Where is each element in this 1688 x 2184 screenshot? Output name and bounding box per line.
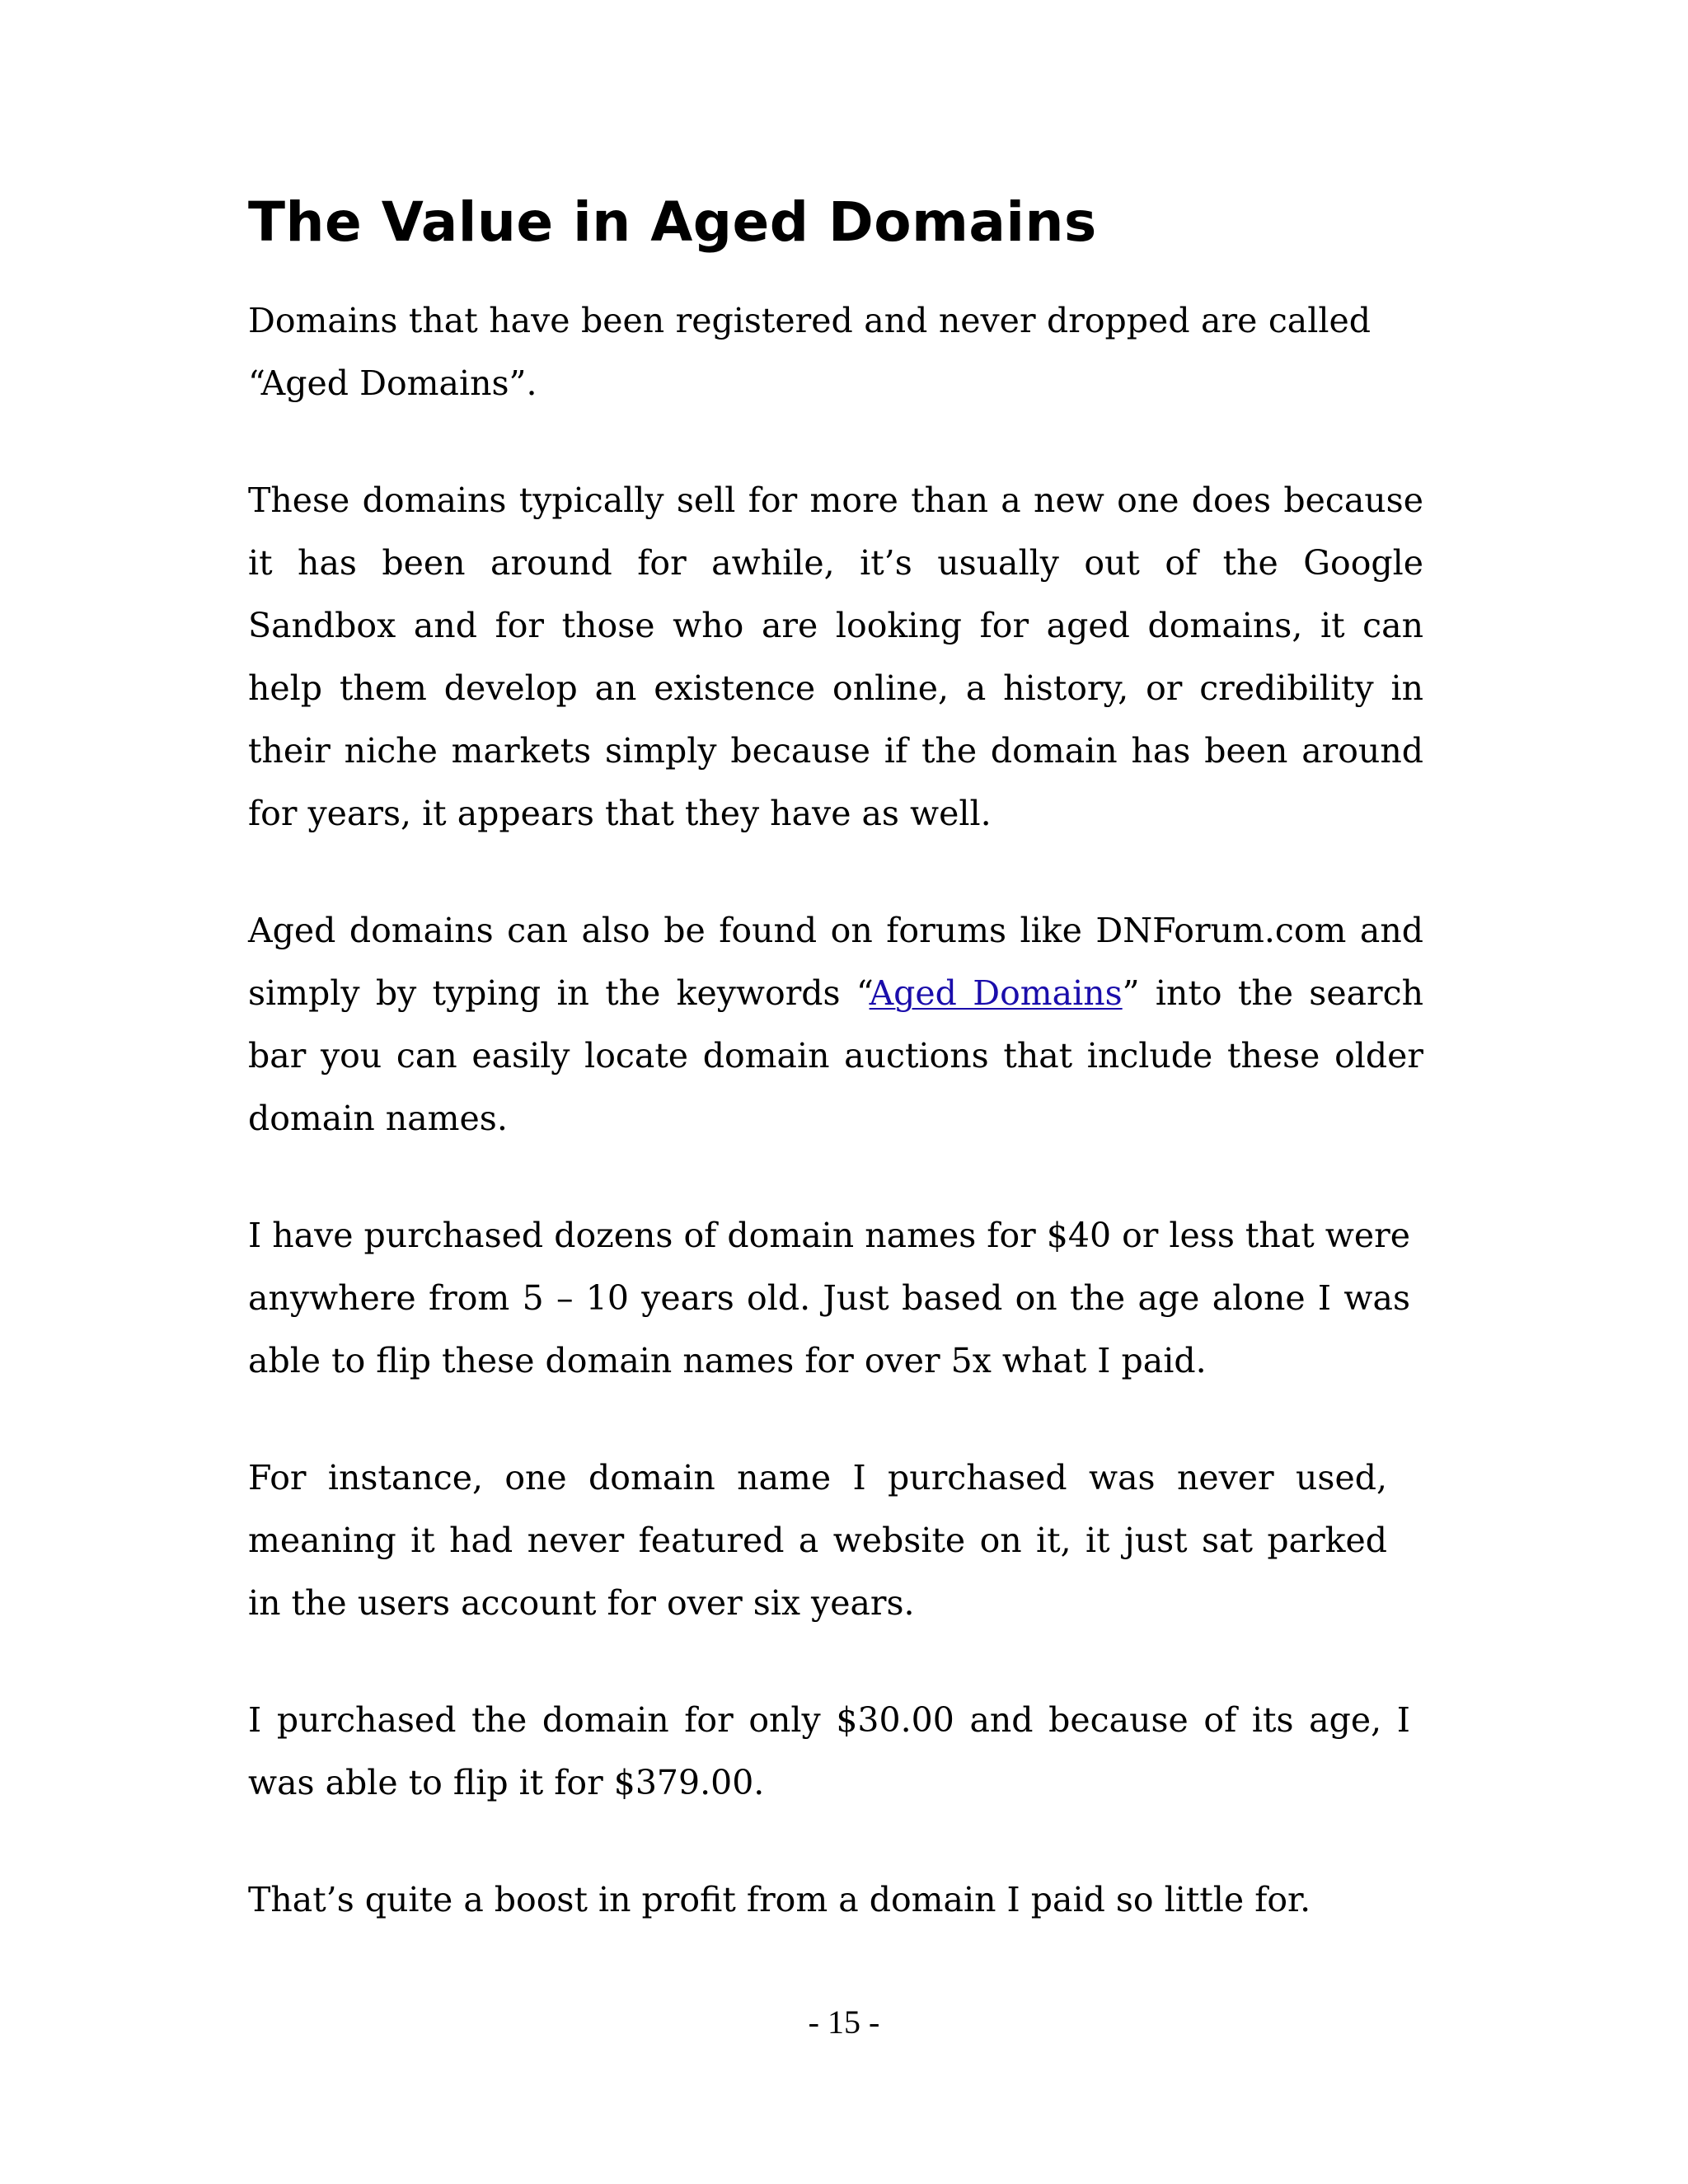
aged-domains-link[interactable]: Aged Domains: [869, 973, 1123, 1014]
paragraph-purchase-experience: I have purchased dozens of domain names for $40 or less that were anywhere from 5 – 10 years old. Just based on the age alone I was able to flip these domain names for over 5x what I paid.: [248, 1216, 1410, 1381]
paragraph-where-to-find-text-start: Aged domains can also be found on forums like DNForum.com and simply by typing in the keywords “: [248, 911, 1423, 1014]
paragraph-why-aged-domains-sell: These domains typically sell for more than a new one does because it has been around for awhile, it’s usually out of the Google Sandbox and for those who are looking for aged domains, it can help them develop an existence online, a history, or credibility in their niche markets simply because if the domain has been around for years, it appears that they have as well.: [248, 480, 1423, 834]
paragraph-profit-remark: That’s quite a boost in profit from a domain I paid so little for.: [248, 1880, 1311, 1920]
page-content: [248, 190, 1423, 1931]
page-number: - 15 -: [808, 2004, 880, 2041]
paragraph-aged-domains-definition: Domains that have been registered and never dropped are called “Aged Domains”.: [248, 301, 1371, 404]
paragraph-example-domain: For instance, one domain name I purchased was never used, meaning it had never featured a website on it, it just sat parked in the users account for over six years.: [248, 1458, 1387, 1624]
paragraph-where-to-find: [248, 899, 1423, 1150]
paragraph-flip-price: I purchased the domain for only $30.00 and because of its age, I was able to flip it for $379.00.: [248, 1700, 1410, 1803]
paragraph-where-to-find-text-end: ” into the search bar you can easily locate domain auctions that include these older domain names.: [248, 973, 1423, 1139]
page-title: The Value in Aged Domains: [248, 190, 1097, 254]
